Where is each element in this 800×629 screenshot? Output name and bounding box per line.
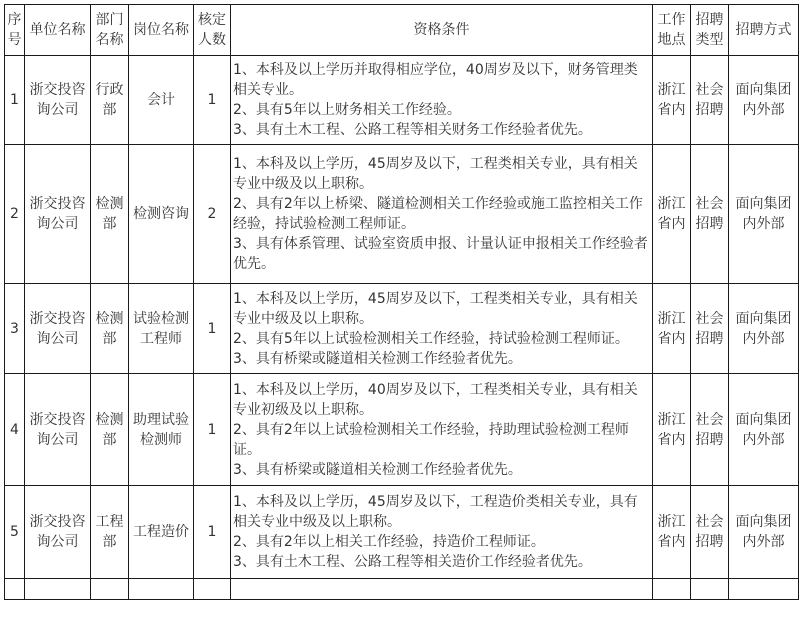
table-row (5, 56, 799, 145)
cell-method: 面向集团内外部 (729, 486, 799, 579)
header-unit: 单位名称 (25, 5, 91, 56)
header-seq: 序号 (5, 5, 25, 56)
cell-type: 社会招聘 (691, 284, 729, 374)
requirement-item: 2、具有2年以上试验检测相关工作经验，持助理试验检测工程师证。 (233, 421, 629, 458)
cell-dept: 行政部 (91, 56, 129, 145)
requirement-item: 2、具有5年以上财务相关工作经验。 (233, 102, 461, 118)
table-row (5, 284, 799, 374)
cell-method: 面向集团内外部 (729, 145, 799, 284)
cell-count: 1 (194, 486, 231, 579)
requirement-item: 3、具有体系管理、试验室资质申报、计量认证申报相关工作经验者优先。 (233, 236, 648, 272)
cell-empty (5, 579, 25, 600)
cell-type: 社会招聘 (691, 486, 729, 579)
requirement-item: 1、本科及以上学历，45周岁及以下，工程类相关专业，具有相关专业中级及以上职称。 (233, 156, 638, 192)
cell-count: 1 (194, 56, 231, 145)
cell-count: 1 (194, 284, 231, 374)
requirement-item: 2、具有2年以上桥梁、隧道检测相关工作经验或施工监控相关工作经验，持试验检测工程师证。 (233, 196, 643, 232)
cell-dept: 检测部 (91, 284, 129, 374)
cell-empty (729, 579, 799, 600)
cell-type: 社会招聘 (691, 56, 729, 145)
cell-method: 面向集团内外部 (729, 374, 799, 486)
header-row (5, 5, 799, 56)
cell-seq: 2 (5, 145, 25, 284)
cell-empty (129, 579, 194, 600)
cell-empty (91, 579, 129, 600)
cell-type: 社会招聘 (691, 145, 729, 284)
cell-unit: 浙交投咨询公司 (25, 486, 91, 579)
table-row-partial (5, 579, 799, 600)
table-row (5, 374, 799, 486)
cell-empty (194, 579, 231, 600)
cell-type: 社会招聘 (691, 374, 729, 486)
cell-position: 会计 (129, 56, 194, 145)
cell-unit: 浙交投咨询公司 (25, 284, 91, 374)
cell-position: 试验检测工程师 (129, 284, 194, 374)
cell-dept: 检测部 (91, 145, 129, 284)
cell-unit: 浙交投咨询公司 (25, 56, 91, 145)
cell-unit: 浙交投咨询公司 (25, 145, 91, 284)
cell-method: 面向集团内外部 (729, 56, 799, 145)
cell-location: 浙江省内 (653, 284, 691, 374)
cell-unit: 浙交投咨询公司 (25, 374, 91, 486)
cell-location: 浙江省内 (653, 374, 691, 486)
header-dept: 部门名称 (91, 5, 129, 56)
table-row (5, 145, 799, 284)
cell-location: 浙江省内 (653, 56, 691, 145)
cell-requirements (231, 374, 653, 486)
cell-position: 检测咨询 (129, 145, 194, 284)
cell-empty (25, 579, 91, 600)
cell-method: 面向集团内外部 (729, 284, 799, 374)
header-method: 招聘方式 (729, 5, 799, 56)
cell-requirements (231, 284, 653, 374)
header-count: 核定人数 (194, 5, 231, 56)
requirement-item: 3、具有桥梁或隧道相关检测工作经验者优先。 (233, 350, 522, 367)
cell-seq: 4 (5, 374, 25, 486)
requirement-item: 3、具有土木工程、公路工程等相关财务工作经验者优先。 (233, 122, 592, 138)
requirement-item: 2、具有5年以上试验检测相关工作经验，持试验检测工程师证。 (233, 330, 629, 347)
cell-location: 浙江省内 (653, 486, 691, 579)
cell-count: 1 (194, 374, 231, 486)
cell-location: 浙江省内 (653, 145, 691, 284)
header-type: 招聘类型 (691, 5, 729, 56)
recruitment-table (4, 4, 799, 600)
cell-empty (231, 579, 653, 600)
cell-position: 助理试验检测师 (129, 374, 194, 486)
cell-seq: 5 (5, 486, 25, 579)
table-row (5, 486, 799, 579)
requirement-item: 1、本科及以上学历，45周岁及以下，工程类相关专业，具有相关专业中级及以上职称。 (233, 290, 638, 327)
requirement-item: 1、本科及以上学历，40周岁及以下，工程类相关专业，具有相关专业初级及以上职称。 (233, 381, 638, 418)
cell-requirements (231, 56, 653, 145)
cell-seq: 3 (5, 284, 25, 374)
header-requirements: 资格条件 (231, 5, 653, 56)
cell-requirements (231, 145, 653, 284)
header-location: 工作地点 (653, 5, 691, 56)
requirement-item: 3、具有土木工程、公路工程等相关造价工作经验者优先。 (233, 554, 592, 570)
cell-empty (653, 579, 691, 600)
header-position: 岗位名称 (129, 5, 194, 56)
cell-dept: 检测部 (91, 374, 129, 486)
cell-position: 工程造价 (129, 486, 194, 579)
requirement-item: 1、本科及以上学历并取得相应学位，40周岁及以下，财务管理类相关专业。 (233, 62, 638, 98)
requirement-item: 2、具有2年以上相关工作经验，持造价工程师证。 (233, 534, 545, 550)
requirement-item: 1、本科及以上学历，45周岁及以下，工程造价类相关专业，具有相关专业中级及以上职称。 (233, 494, 638, 530)
requirement-item: 3、具有桥梁或隧道相关检测工作经验者优先。 (233, 461, 522, 478)
cell-dept: 工程部 (91, 486, 129, 579)
cell-seq: 1 (5, 56, 25, 145)
cell-count: 2 (194, 145, 231, 284)
cell-empty (691, 579, 729, 600)
cell-requirements (231, 486, 653, 579)
